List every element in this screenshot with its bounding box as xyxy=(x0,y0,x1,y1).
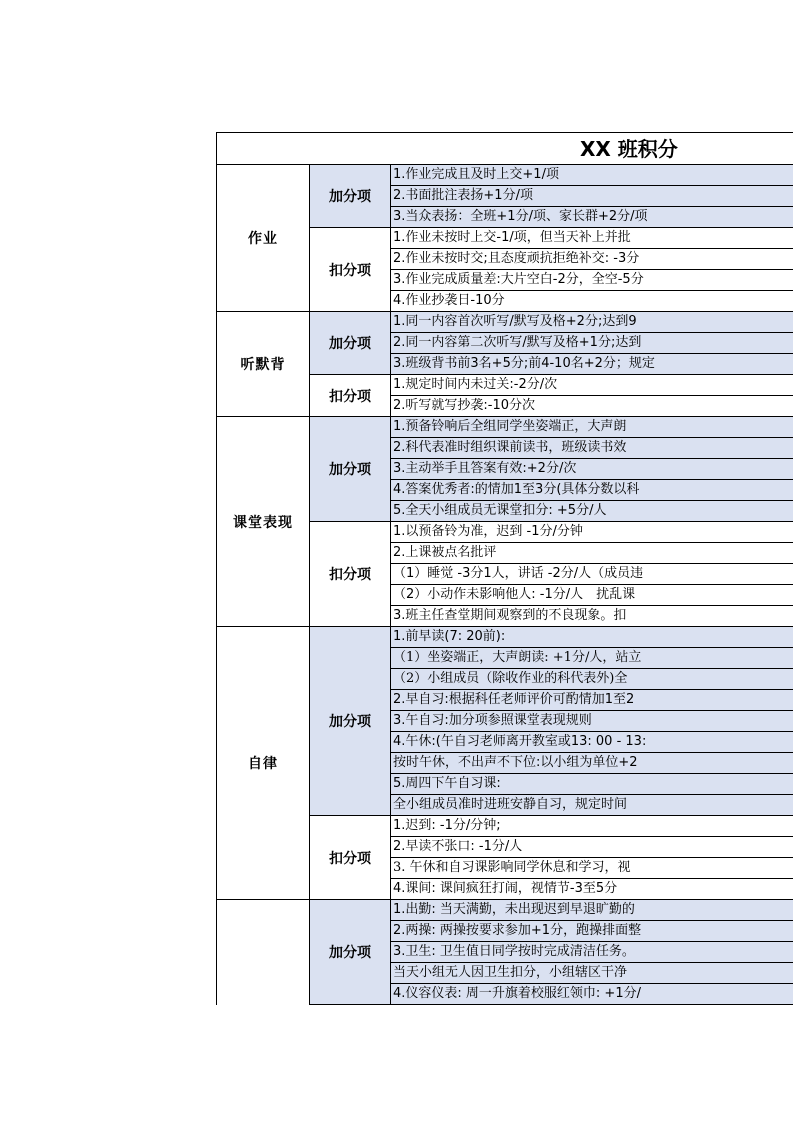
category-cell xyxy=(216,900,310,1005)
sheet-title: XX 班积分 xyxy=(216,132,793,165)
rule-item: 1.作业未按时上交-1/项，但当天补上并批 xyxy=(391,228,793,249)
rule-item: 4.课间: 课间疯狂打闹，视情节-3至5分 xyxy=(391,879,793,900)
bonus-label: 加分项 xyxy=(310,165,391,228)
bonus-label: 加分项 xyxy=(310,900,391,1005)
category-cell: 课堂表现 xyxy=(216,417,310,627)
rule-item: 2.上课被点名批评 xyxy=(391,543,793,564)
rule-item: 按时午休，不出声不下位:以小组为单位+2 xyxy=(391,753,793,774)
rule-item: 3.主动举手且答案有效:+2分/次 xyxy=(391,459,793,480)
rule-item: 1.同一内容首次听写/默写及格+2分;达到9 xyxy=(391,312,793,333)
rule-item: （2）小动作未影响他人: -1分/人 扰乱课 xyxy=(391,585,793,606)
rule-item: 全小组成员准时进班安静自习，规定时间 xyxy=(391,795,793,816)
rule-item: 2.书面批注表扬+1分/项 xyxy=(391,186,793,207)
deduction-label: 扣分项 xyxy=(310,522,391,627)
rule-item: （1）睡觉 -3分1人，讲话 -2分/人（成员违 xyxy=(391,564,793,585)
rule-item: 3.午自习:加分项参照课堂表现规则 xyxy=(391,711,793,732)
category-cell: 作业 xyxy=(216,165,310,312)
bonus-label: 加分项 xyxy=(310,312,391,375)
rule-item: 1.出勤: 当天满勤，未出现迟到早退旷勤的 xyxy=(391,900,793,921)
rule-item: 2.科代表准时组织课前读书，班级读书效 xyxy=(391,438,793,459)
rule-item: 1.以预备铃为准，迟到 -1分/分钟 xyxy=(391,522,793,543)
rule-item: 3. 午休和自习课影响同学休息和学习，视 xyxy=(391,858,793,879)
rule-item: 4.答案优秀者:的情加1至3分(具体分数以科 xyxy=(391,480,793,501)
rule-item: 2.早自习:根据科任老师评价可酌情加1至2 xyxy=(391,690,793,711)
rule-item: 2.早读不张口: -1分/人 xyxy=(391,837,793,858)
rule-item: 3.班主任查堂期间观察到的不良现象。扣 xyxy=(391,606,793,627)
deduction-label: 扣分项 xyxy=(310,228,391,312)
rule-item: 5.周四下午自习课: xyxy=(391,774,793,795)
rule-item: 4.作业抄袭日-10分 xyxy=(391,291,793,312)
rule-item: 1.迟到: -1分/分钟; xyxy=(391,816,793,837)
rule-item: 2.听写就写抄袭:-10分次 xyxy=(391,396,793,417)
rule-item: 当天小组无人因卫生扣分，小组辖区干净 xyxy=(391,963,793,984)
rule-item: （1）坐姿端正，大声朗读: +1分/人，站立 xyxy=(391,648,793,669)
rule-item: 3.班级背书前3名+5分;前4-10名+2分；规定 xyxy=(391,354,793,375)
rule-item: 3.作业完成质量差:大片空白-2分，全空-5分 xyxy=(391,270,793,291)
rule-item: 1.规定时间内未过关:-2分/次 xyxy=(391,375,793,396)
rule-item: 2.作业未按时交;且态度顽抗拒绝补交: -3分 xyxy=(391,249,793,270)
deduction-label: 扣分项 xyxy=(310,375,391,417)
category-cell: 听默背 xyxy=(216,312,310,417)
rule-item: （2）小组成员（除收作业的科代表外)全 xyxy=(391,669,793,690)
bonus-label: 加分项 xyxy=(310,417,391,522)
category-cell: 自律 xyxy=(216,627,310,900)
rule-item: 3.当众表扬：全班+1分/项、家长群+2分/项 xyxy=(391,207,793,228)
rule-item: 2.两操: 两操按要求参加+1分，跑操排面整 xyxy=(391,921,793,942)
rule-item: 1.前早读(7: 20前): xyxy=(391,627,793,648)
rule-item: 5.全天小组成员无课堂扣分: +5分/人 xyxy=(391,501,793,522)
rule-item: 4.午休:(午自习老师离开教室或13: 00 - 13: xyxy=(391,732,793,753)
rule-item: 1.预备铃响后全组同学坐姿端正，大声朗 xyxy=(391,417,793,438)
rule-item: 4.仪容仪表: 周一升旗着校服红领巾: +1分/ xyxy=(391,984,793,1005)
deduction-label: 扣分项 xyxy=(310,816,391,900)
bonus-label: 加分项 xyxy=(310,627,391,816)
rule-item: 3.卫生: 卫生值日同学按时完成清洁任务。 xyxy=(391,942,793,963)
rule-item: 2.同一内容第二次听写/默写及格+1分;达到 xyxy=(391,333,793,354)
rule-item: 1.作业完成且及时上交+1/项 xyxy=(391,165,793,186)
